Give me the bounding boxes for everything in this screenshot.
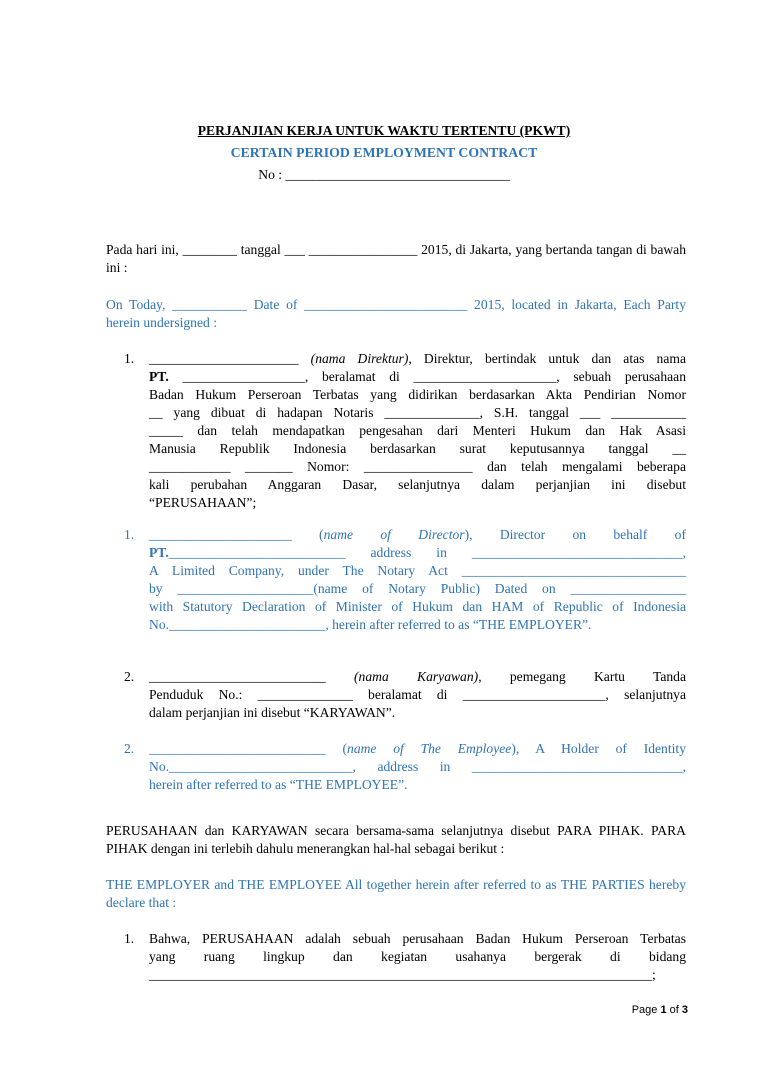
text-line: __________________________ (nama Karyawan), pemegang Kartu Tanda xyxy=(149,669,686,684)
text-line: ______________________ (nama Direktur), Direktur, bertindak untuk dan atas nama xyxy=(149,351,686,366)
text-line: “PERUSAHAAN”; xyxy=(149,495,257,510)
clause-1 xyxy=(106,930,686,984)
parties-english: THE EMPLOYER and THE EMPLOYEE All together herein after referred to as THE PARTIES hereby declare that : xyxy=(106,877,686,910)
party-1-en-body xyxy=(149,526,686,634)
title-english: CERTAIN PERIOD EMPLOYMENT CONTRACT xyxy=(230,145,538,160)
text-line: Bahwa, PERUSAHAAN adalah sebuah perusahaan Badan Hukum Perseroan Terbatas xyxy=(149,931,686,946)
total-pages: 3 xyxy=(681,1004,688,1016)
text-line: herein after referred to as “THE EMPLOYEE”. xyxy=(149,777,408,792)
text-line: yang ruang lingkup dan kegiatan usahanya bergerak di bidang xyxy=(149,949,686,964)
party-1-id-body xyxy=(149,350,686,512)
contract-number: No : _________________________________ xyxy=(258,167,510,182)
text-line: Badan Hukum Perseroan Terbatas yang didirikan berdasarkan Akta Pendirian Nomor xyxy=(149,387,686,402)
party-2-en-body xyxy=(149,740,686,794)
list-number: 1. xyxy=(124,931,135,946)
list-number: 1. xyxy=(124,527,135,542)
text-line: No.___________________________, address in _______________________________, xyxy=(149,759,686,774)
text-line: _____ dan telah mendapatkan pengesahan dari Menteri Hukum dan Hak Asasi xyxy=(149,423,686,438)
text-line: __________________________ (name of The Employee), A Holder of Identity xyxy=(149,741,686,756)
page-number-footer: Page 1 of 3 xyxy=(631,1004,688,1016)
list-number: 2. xyxy=(124,741,135,756)
text-line: __________________________________________________________________________; xyxy=(149,967,656,982)
text-line: ____________ _______ Nomor: ________________ dan telah mengalami beberapa xyxy=(149,459,686,474)
party-2-english xyxy=(106,740,686,794)
parties-indonesian: PERUSAHAAN dan KARYAWAN secara bersama-sama selanjutnya disebut PARA PIHAK. PARA PIHAK dengan ini terlebih dahulu menerangkan hal-hal sebagai berikut : xyxy=(106,823,686,856)
text-line: by ____________________(name of Notary Public) Dated on _________________ xyxy=(149,581,686,596)
list-number: 1. xyxy=(124,351,135,366)
text-line: dalam perjanjian ini disebut “KARYAWAN”. xyxy=(149,705,396,720)
intro-english: On Today, ___________ Date of ________________________ 2015, located in Jakarta, Each Party herein undersigned : xyxy=(106,297,686,330)
list-number: 2. xyxy=(124,669,135,684)
current-page: 1 xyxy=(660,1004,667,1016)
intro-indonesian: Pada hari ini, ________ tanggal ___ ________________ 2015, di Jakarta, yang bertanda tangan di bawah ini : xyxy=(106,242,686,275)
text-line: _____________________ (name of Director), Director on behalf of xyxy=(149,527,686,542)
text-line: PT. __________________, beralamat di _____________________, sebuah perusahaan xyxy=(149,369,686,384)
party-2-id-body xyxy=(149,668,686,722)
text-line: with Statutory Declaration of Minister of Hukum dan HAM of Republic of Indonesia xyxy=(149,599,686,614)
title-indonesian: PERJANJIAN KERJA UNTUK WAKTU TERTENTU (PKWT) xyxy=(197,123,571,138)
text-line: kali perubahan Anggaran Dasar, selanjutnya dalam perjanjian ini disebut xyxy=(149,477,686,492)
party-2-indonesian xyxy=(106,668,686,722)
text-line: __ yang dibuat di hadapan Notaris ______________, S.H. tanggal ___ ___________ xyxy=(149,405,686,420)
party-1-indonesian xyxy=(106,350,686,512)
text-line: Penduduk No.: ______________ beralamat di _____________________, selanjutnya xyxy=(149,687,686,702)
text-line: PT.__________________________ address in _______________________________, xyxy=(149,545,686,560)
clause-1-body xyxy=(149,930,686,984)
text-line: Manusia Republik Indonesia berdasarkan surat keputusannya tanggal __ xyxy=(149,441,686,456)
party-1-english xyxy=(106,526,686,634)
text-line: No._______________________, herein after referred to as “THE EMPLOYER”. xyxy=(149,617,592,632)
text-line: A Limited Company, under The Notary Act _________________________________ xyxy=(149,563,686,578)
